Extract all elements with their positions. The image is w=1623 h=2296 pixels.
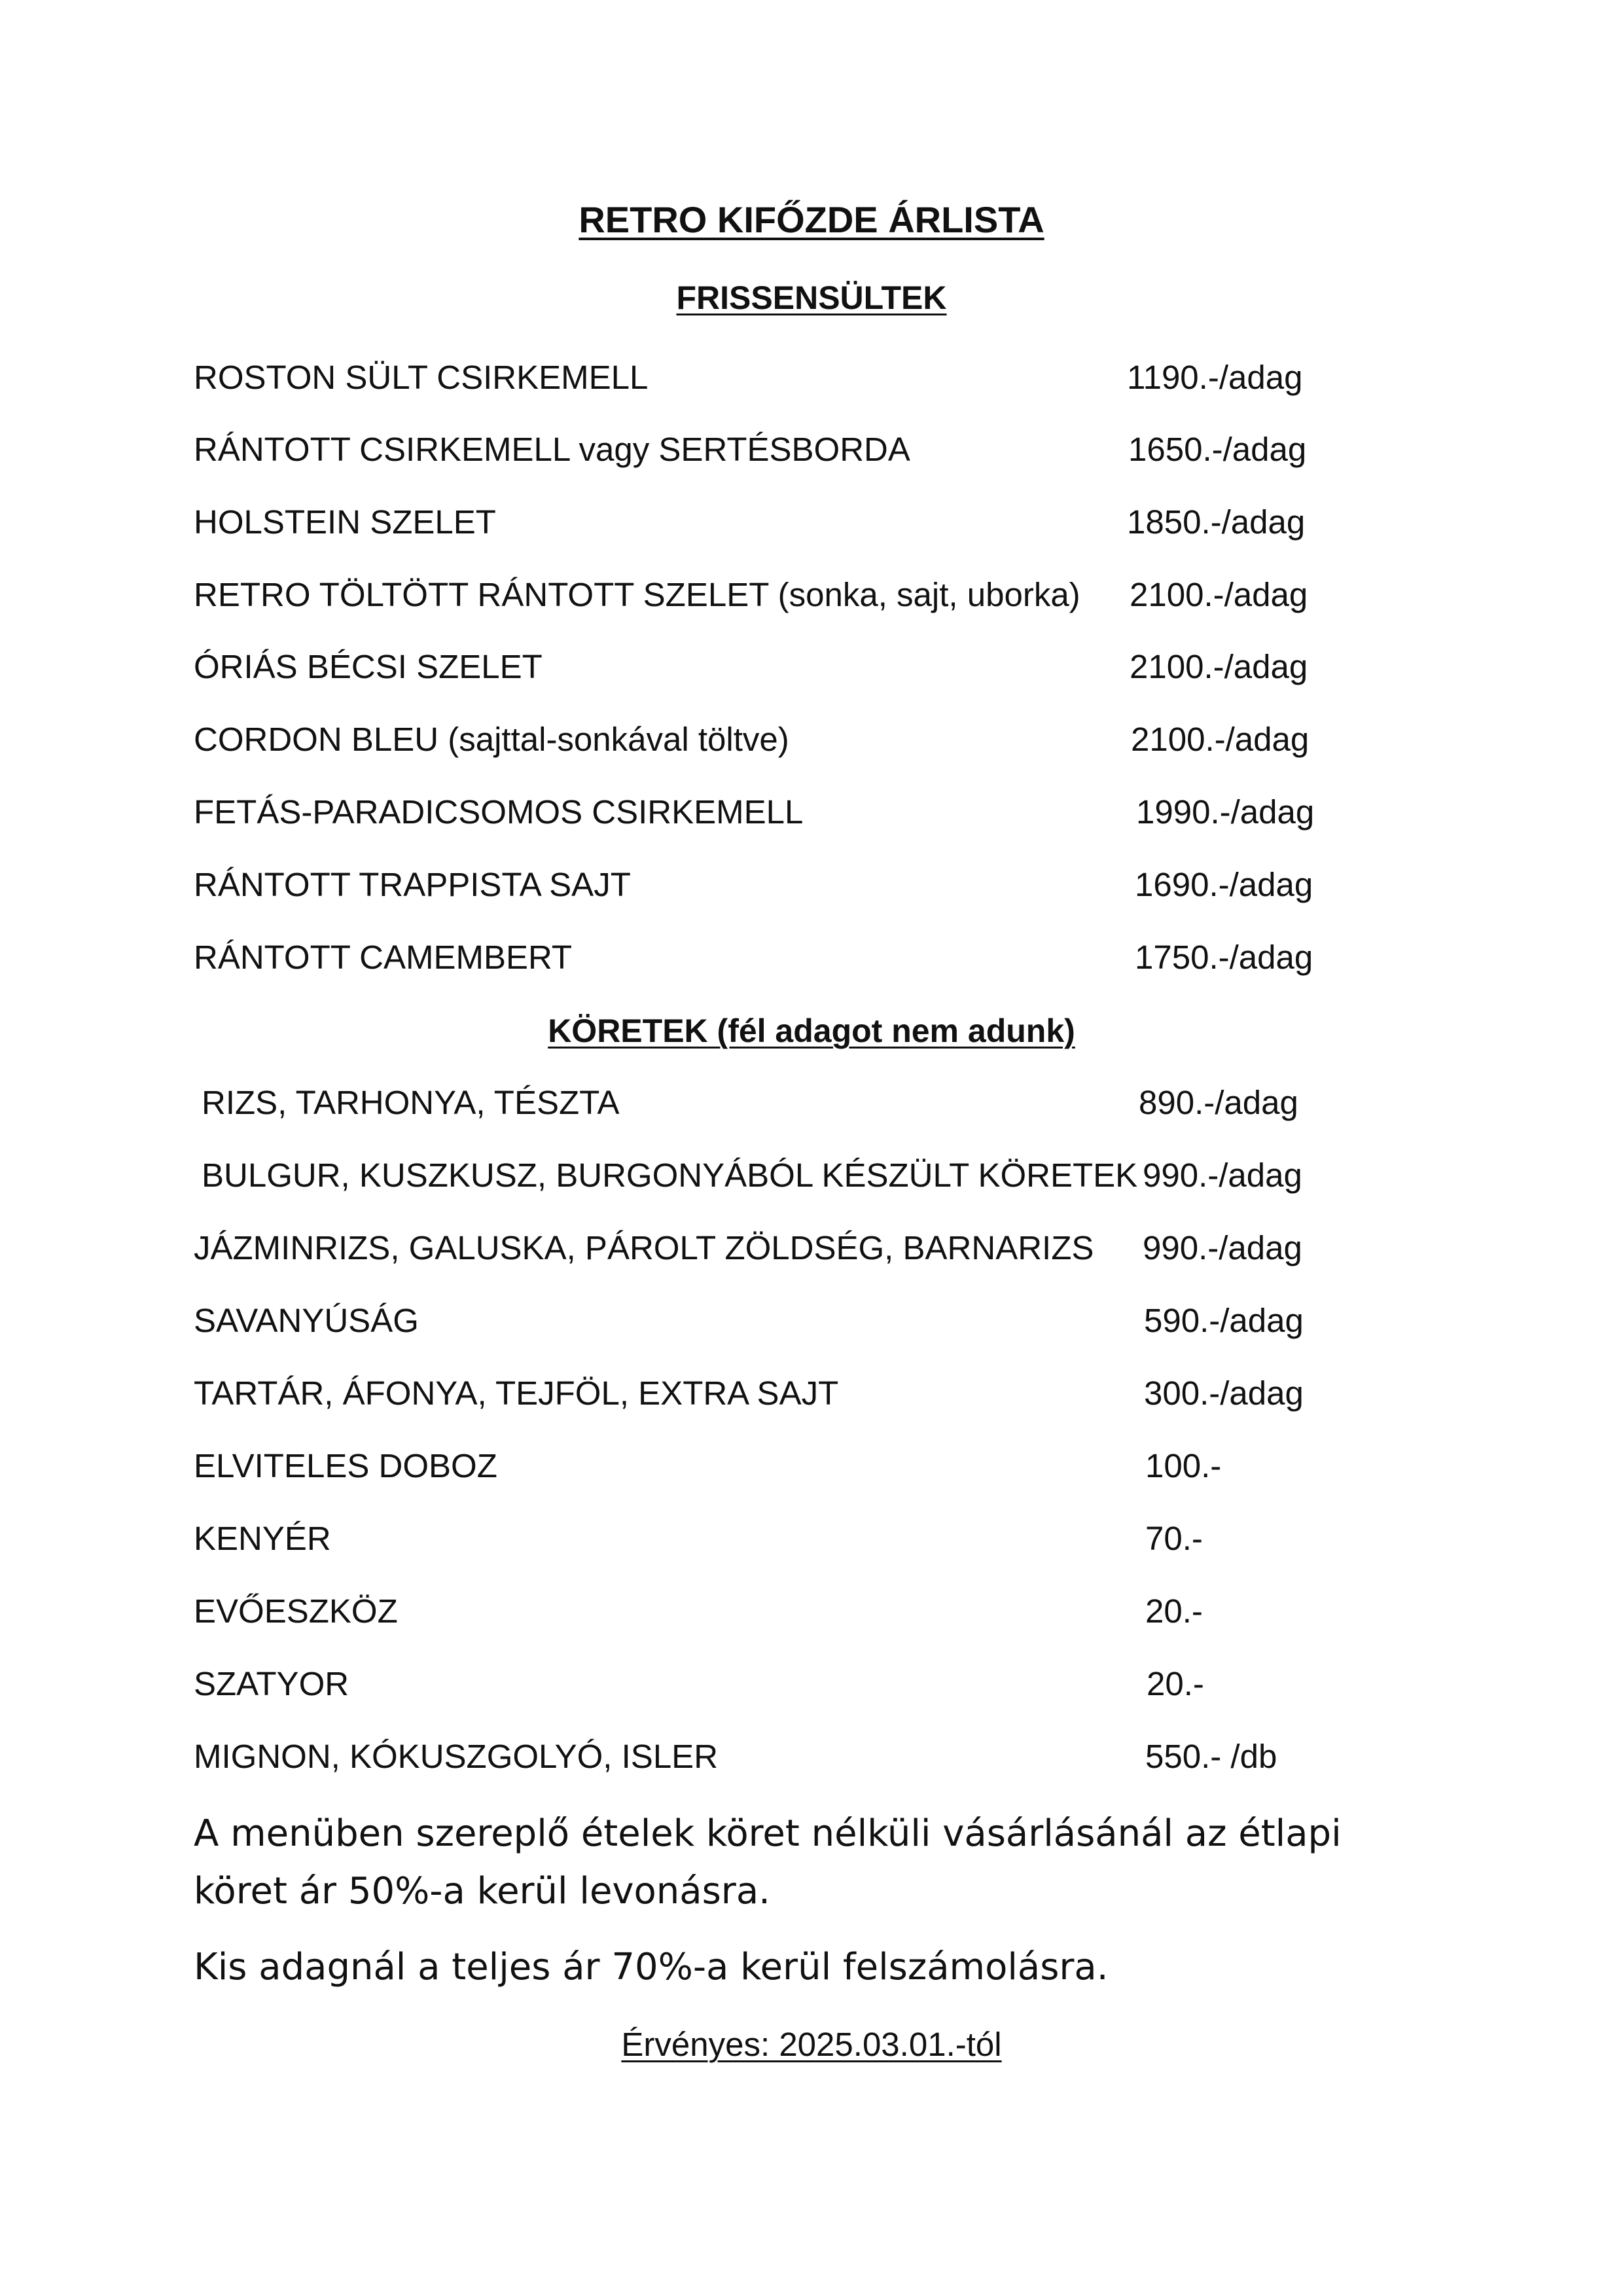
item-price: 2100.-/adag [1130,648,1308,685]
item-name: SZATYOR [194,1665,349,1702]
item-price: 1990.-/adag [1136,793,1315,831]
list-item [0,1516,1623,1562]
item-name: ELVITELES DOBOZ [194,1447,497,1484]
item-name: RÁNTOTT TRAPPISTA SAJT [194,866,631,903]
item-price: 990.-/adag [1143,1157,1302,1194]
item-price: 590.-/adag [1144,1302,1304,1339]
item-price: 2100.-/adag [1130,576,1308,613]
item-name: RÁNTOTT CSIRKEMELL vagy SERTÉSBORDA [194,431,910,468]
item-price: 70.- [1145,1520,1203,1557]
list-item [0,1443,1623,1489]
item-name: TARTÁR, ÁFONYA, TEJFÖL, EXTRA SAJT [194,1374,839,1412]
item-name: RIZS, TARHONYA, TÉSZTA [202,1084,620,1121]
item-name: KENYÉR [194,1520,331,1557]
list-item [0,1661,1623,1707]
list-item [0,1371,1623,1416]
section-heading-koretek: KÖRETEK (fél adagot nem adunk) [548,1013,1075,1049]
list-item [0,572,1623,618]
item-price: 1850.-/adag [1127,503,1306,541]
list-item [0,427,1623,473]
item-name: ROSTON SÜLT CSIRKEMELL [194,359,649,396]
item-name: SAVANYÚSÁG [194,1302,419,1339]
item-name: RETRO TÖLTÖTT RÁNTOTT SZELET (sonka, sajt, uborka) [194,576,1080,613]
item-name: RÁNTOTT CAMEMBERT [194,939,573,976]
list-item [0,1588,1623,1634]
item-name: EVŐESZKÖZ [194,1592,398,1630]
list-item [0,1080,1623,1126]
item-price: 1690.-/adag [1135,866,1313,903]
item-price: 1650.-/adag [1128,431,1307,468]
item-name: HOLSTEIN SZELET [194,503,496,541]
item-price: 300.-/adag [1144,1374,1304,1412]
item-name: BULGUR, KUSZKUSZ, BURGONYÁBÓL KÉSZÜLT KÖRETEK [202,1157,1138,1194]
item-price: 890.-/adag [1139,1084,1298,1121]
list-item [0,1734,1623,1780]
list-item [0,717,1623,762]
item-name: JÁZMINRIZS, GALUSKA, PÁROLT ZÖLDSÉG, BARNARIZS [194,1229,1094,1266]
item-name: CORDON BLEU (sajttal-sonkával töltve) [194,721,789,758]
page-title: RETRO KIFŐZDE ÁRLISTA [579,199,1044,240]
item-price: 550.- /db [1145,1738,1277,1775]
item-price: 1190.-/adag [1127,359,1303,396]
list-item [0,1153,1623,1198]
list-item [0,935,1623,980]
item-name: ÓRIÁS BÉCSI SZELET [194,648,543,685]
note-without-side-dish: A menüben szereplő ételek köret nélküli vásárlásánál az étlapi köret ár 50%-a kerül levonásra. [194,1812,1342,1912]
item-price: 20.- [1147,1665,1204,1702]
list-item [0,1298,1623,1344]
item-price: 990.-/adag [1143,1229,1302,1266]
item-name: FETÁS-PARADICSOMOS CSIRKEMELL [194,793,804,831]
note-small-portion: Kis adagnál a teljes ár 70%-a kerül felszámolásra. [194,1946,1109,1988]
list-item [0,789,1623,835]
item-price: 20.- [1145,1592,1203,1630]
list-item [0,644,1623,690]
list-item [0,355,1623,401]
item-price: 1750.-/adag [1135,939,1313,976]
validity-date: Érvényes: 2025.03.01.-tól [621,2026,1002,2063]
list-item [0,862,1623,908]
item-name: MIGNON, KÓKUSZGOLYÓ, ISLER [194,1738,719,1775]
list-item [0,499,1623,545]
item-price: 100.- [1145,1447,1222,1484]
item-price: 2100.-/adag [1131,721,1310,758]
list-item [0,1225,1623,1271]
section-heading-frissensultek: FRISSENSÜLTEK [676,279,947,316]
